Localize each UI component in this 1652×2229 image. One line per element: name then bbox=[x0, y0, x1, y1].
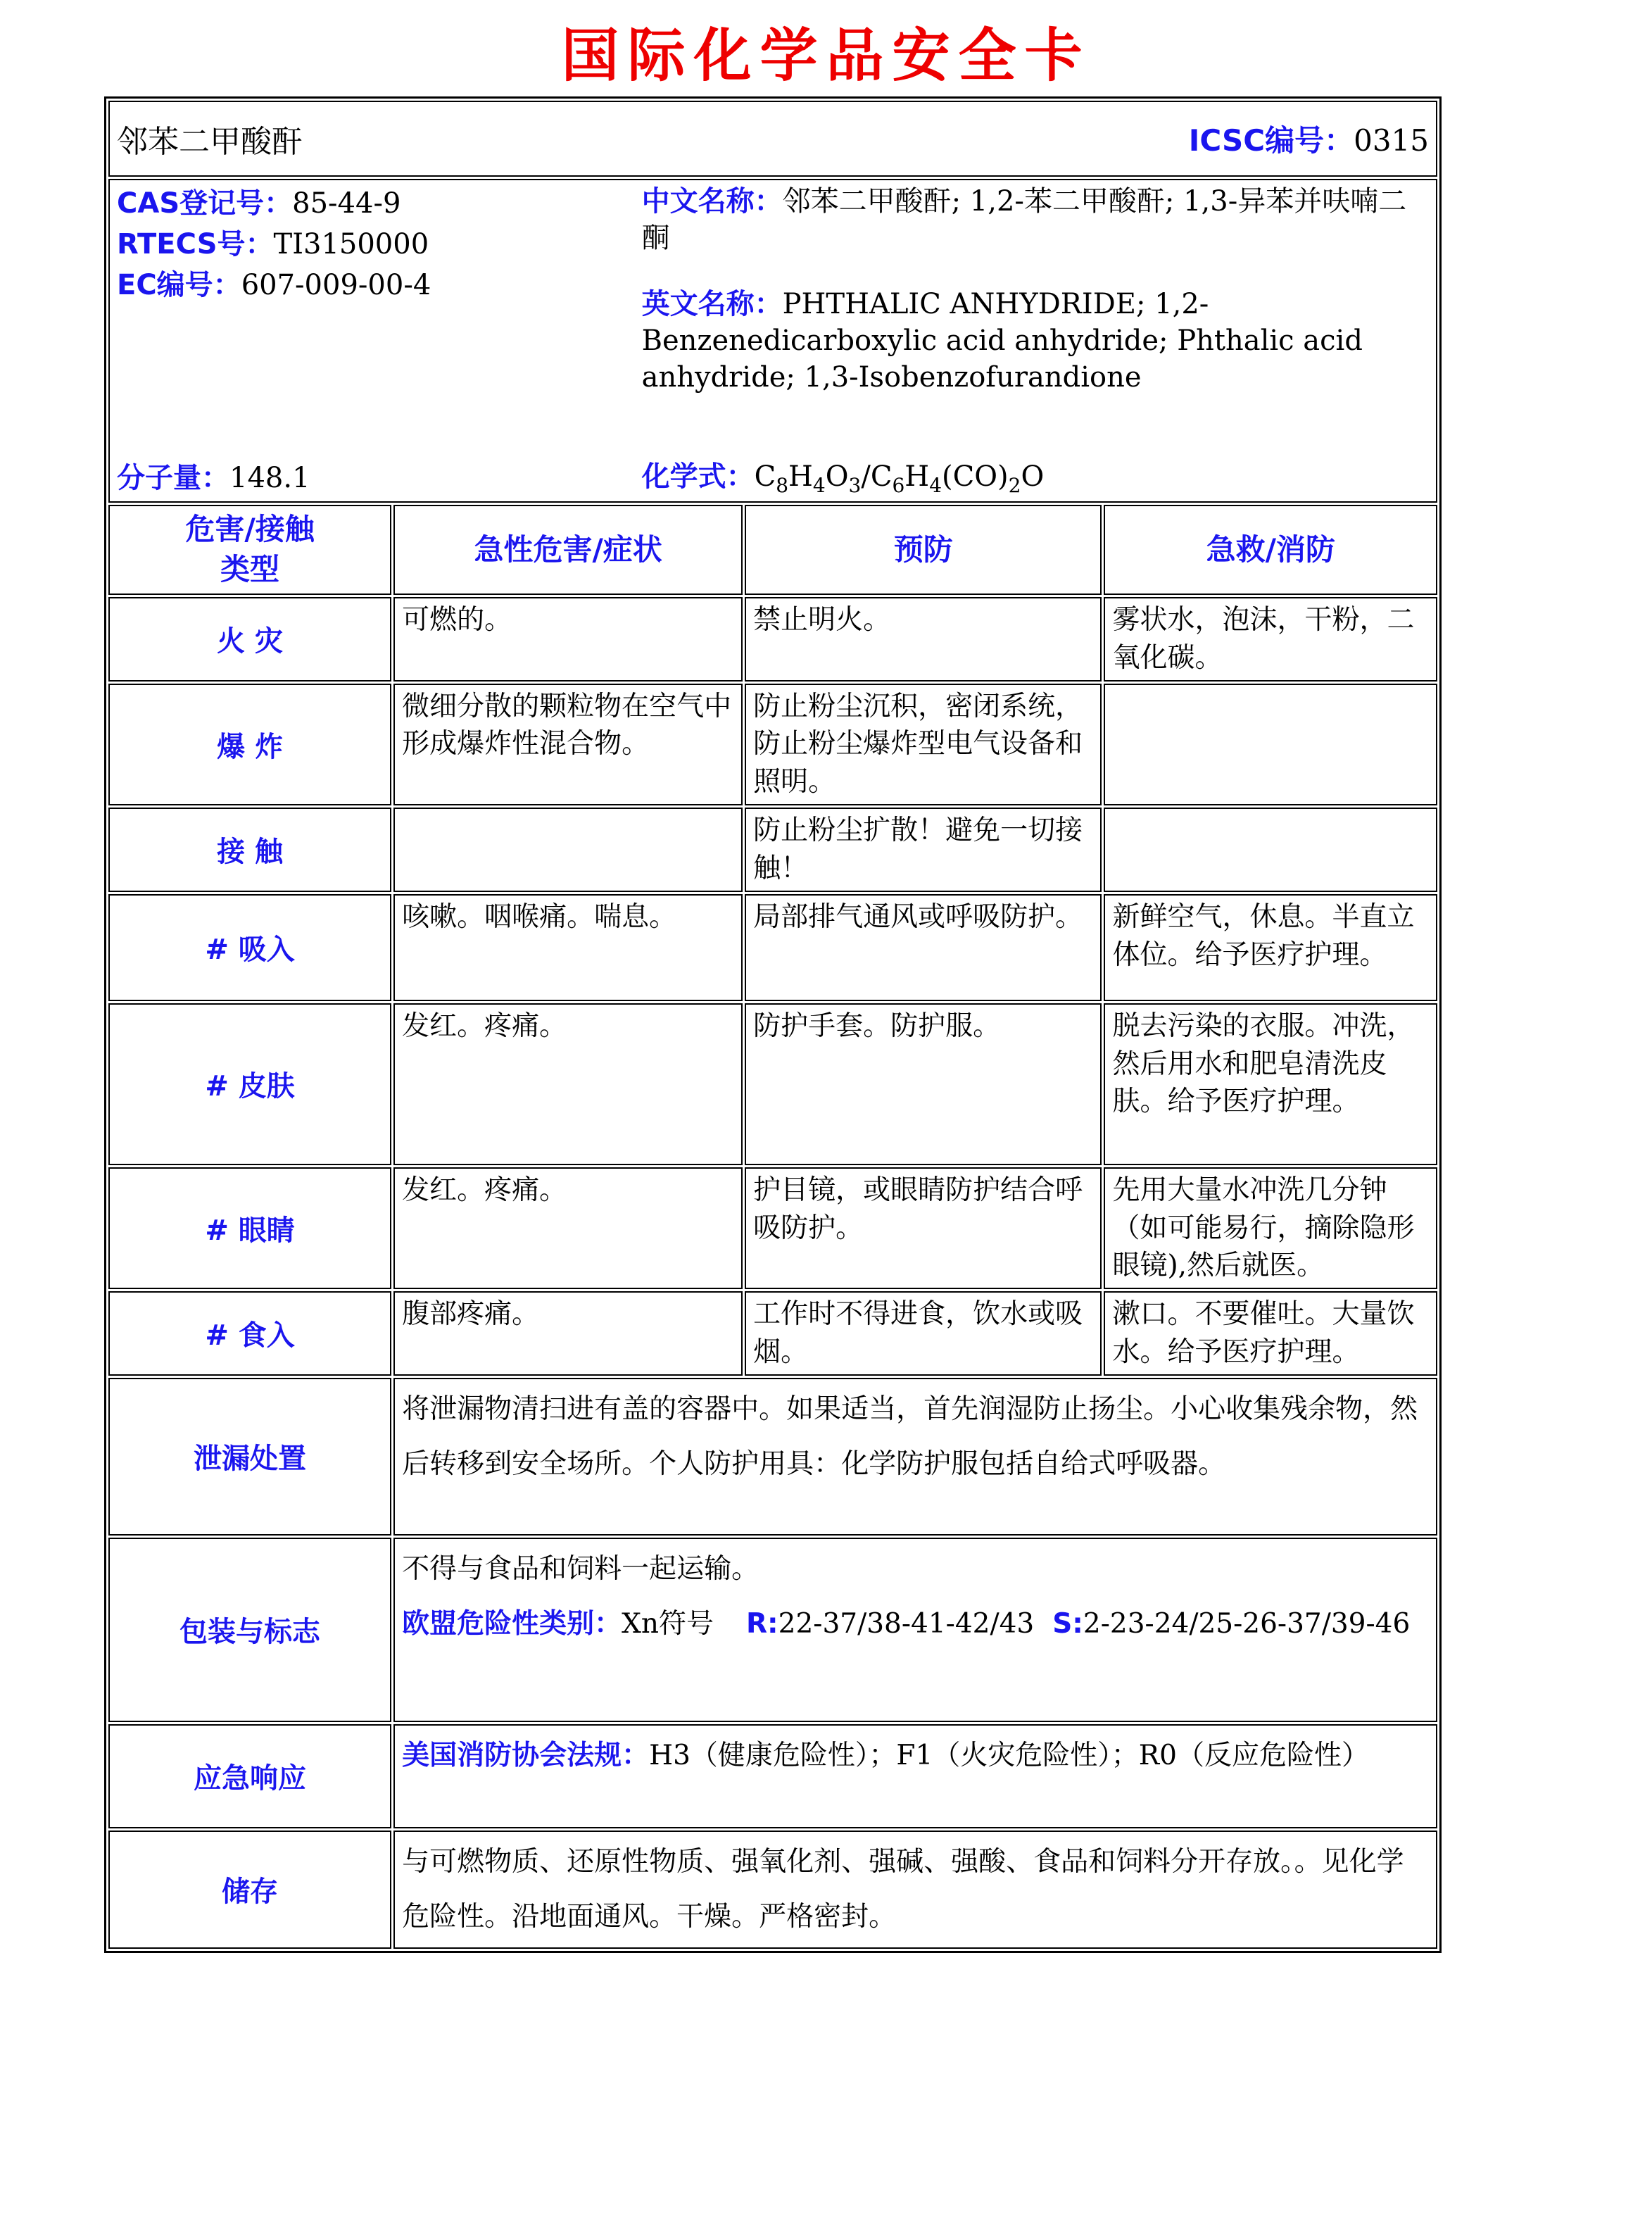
response-cell: 雾状水，泡沫，干粉，二氧化碳。 bbox=[1104, 597, 1437, 682]
table-row-explosion bbox=[108, 684, 1437, 805]
molecular-weight bbox=[117, 458, 642, 498]
registry-numbers bbox=[117, 183, 642, 498]
ec-number bbox=[117, 265, 642, 306]
icsc-page bbox=[0, 10, 1652, 1953]
hazard-type-label: # 皮肤 bbox=[108, 1003, 391, 1165]
table-row-ingestion bbox=[108, 1291, 1437, 1376]
cas-number bbox=[117, 183, 642, 224]
storage-content: 与可燃物质、还原性物质、强氧化剂、强碱、强酸、食品和饲料分开存放。。见化学危险性。沿地面通风。干燥。严格密封。 bbox=[393, 1831, 1437, 1949]
table-row-inhalation bbox=[108, 894, 1437, 1001]
mw-value: 148.1 bbox=[229, 462, 310, 494]
r-phrases-label: R: bbox=[746, 1607, 778, 1640]
hazard-type-label: # 眼睛 bbox=[108, 1167, 391, 1289]
symptoms-cell: 腹部疼痛。 bbox=[393, 1291, 743, 1376]
cas-label: CAS登记号： bbox=[117, 187, 293, 220]
name-cell bbox=[108, 101, 1437, 177]
prevention-cell: 防止粉尘扩散！避免一切接触！ bbox=[745, 808, 1102, 892]
hazard-type-label: 爆 炸 bbox=[108, 684, 391, 805]
s-phrases-value: 2-23-24/25-26-37/39-46 bbox=[1083, 1607, 1411, 1640]
symptoms-cell: 微细分散的颗粒物在空气中形成爆炸性混合物。 bbox=[393, 684, 743, 805]
hazard-type-label: 火 灾 bbox=[108, 597, 391, 682]
response-cell: 新鲜空气，休息。半直立体位。给予医疗护理。 bbox=[1104, 894, 1437, 1001]
rtecs-number bbox=[117, 224, 642, 265]
title-row bbox=[108, 101, 1437, 177]
prevention-cell: 禁止明火。 bbox=[745, 597, 1102, 682]
page-title: 国际化学品安全卡 bbox=[561, 23, 1091, 89]
ec-value: 607-009-00-4 bbox=[241, 269, 431, 301]
response-cell bbox=[1104, 808, 1437, 892]
prevention-cell: 护目镜，或眼睛防护结合呼吸防护。 bbox=[745, 1167, 1102, 1289]
nfpa-value: H3（健康危险性）；F1（火灾危险性）；R0（反应危险性） bbox=[649, 1739, 1369, 1771]
formula-label: 化学式： bbox=[641, 460, 755, 493]
table-row-eyes bbox=[108, 1167, 1437, 1289]
table-row-fire bbox=[108, 597, 1437, 682]
icsc-label: ICSC编号： bbox=[1188, 123, 1354, 158]
s-phrases-label: S: bbox=[1052, 1607, 1083, 1640]
chemical-formula bbox=[642, 458, 1429, 498]
spill-content: 将泄漏物清扫进有盖的容器中。如果适当，首先润湿防止扬尘。小心收集残余物，然后转移到安全场所。个人防护用具：化学防护服包括自给式呼吸器。 bbox=[393, 1378, 1437, 1536]
table-row-storage bbox=[108, 1831, 1437, 1949]
header-prevention: 预防 bbox=[745, 505, 1102, 595]
ec-label: EC编号： bbox=[117, 269, 241, 301]
icsc-value: 0315 bbox=[1354, 123, 1429, 158]
en-value: PHTHALIC ANHYDRIDE; 1,2-Benzenedicarboxylic acid anhydride; Phthalic acid anhydride; 1,3-Isobenzofurandione bbox=[641, 288, 1363, 394]
header-hazard-type: 危害/接触 类型 bbox=[108, 505, 391, 595]
symptoms-cell: 咳嗽。咽喉痛。喘息。 bbox=[393, 894, 743, 1001]
packaging-transport-note: 不得与食品和饲料一起运输。 bbox=[402, 1552, 759, 1585]
table-row-spill bbox=[108, 1378, 1437, 1536]
identifiers-cell bbox=[108, 179, 1437, 503]
icsc-number bbox=[1189, 118, 1429, 160]
nfpa-label: 美国消防协会法规： bbox=[402, 1739, 650, 1771]
hazard-type-label: 接 触 bbox=[108, 808, 391, 892]
response-cell: 漱口。不要催吐。大量饮水。给予医疗护理。 bbox=[1104, 1291, 1437, 1376]
section-label-storage: 储存 bbox=[108, 1831, 391, 1949]
header-symptoms: 急性危害/症状 bbox=[393, 505, 743, 595]
packaging-content bbox=[393, 1538, 1437, 1722]
symptoms-cell: 发红。疼痛。 bbox=[393, 1167, 743, 1289]
cn-label: 中文名称： bbox=[641, 185, 783, 218]
header-response: 急救/消防 bbox=[1104, 505, 1437, 595]
section-label-packaging: 包装与标志 bbox=[108, 1538, 391, 1722]
section-label-spill: 泄漏处置 bbox=[108, 1378, 391, 1536]
en-label: 英文名称： bbox=[641, 288, 783, 320]
section-label-emergency: 应急响应 bbox=[108, 1724, 391, 1828]
eu-class-value: Xn符号 bbox=[622, 1607, 714, 1640]
symptoms-cell: 可燃的。 bbox=[393, 597, 743, 682]
chemical-name: 邻苯二甲酸酐 bbox=[117, 124, 303, 160]
table-row-packaging bbox=[108, 1538, 1437, 1722]
symptoms-cell bbox=[393, 808, 743, 892]
response-cell bbox=[1104, 684, 1437, 805]
emergency-content bbox=[393, 1724, 1437, 1828]
symptoms-cell: 发红。疼痛。 bbox=[393, 1003, 743, 1165]
chemical-names bbox=[642, 183, 1429, 498]
prevention-cell: 工作时不得进食，饮水或吸烟。 bbox=[745, 1291, 1102, 1376]
r-phrases-value: 22-37/38-41-42/43 bbox=[778, 1607, 1035, 1640]
rtecs-label: RTECS号： bbox=[117, 228, 274, 260]
english-name bbox=[642, 286, 1429, 396]
eu-class-label: 欧盟危险性类别： bbox=[402, 1607, 622, 1640]
chinese-name bbox=[642, 183, 1429, 256]
table-row-contact bbox=[108, 808, 1437, 892]
eu-classification bbox=[402, 1597, 1429, 1652]
mw-label: 分子量： bbox=[117, 462, 229, 494]
response-cell: 脱去污染的衣服。冲洗，然后用水和肥皂清洗皮肤。给予医疗护理。 bbox=[1104, 1003, 1437, 1165]
table-row-emergency bbox=[108, 1724, 1437, 1828]
hazard-type-label: # 食入 bbox=[108, 1291, 391, 1376]
cas-value: 85-44-9 bbox=[292, 187, 401, 220]
safety-card-table bbox=[104, 96, 1442, 1953]
table-row-skin bbox=[108, 1003, 1437, 1165]
header-row bbox=[108, 505, 1437, 595]
hazard-type-label: # 吸入 bbox=[108, 894, 391, 1001]
rtecs-value: TI3150000 bbox=[273, 228, 429, 260]
prevention-cell: 局部排气通风或呼吸防护。 bbox=[745, 894, 1102, 1001]
prevention-cell: 防护手套。防护服。 bbox=[745, 1003, 1102, 1165]
response-cell: 先用大量水冲洗几分钟（如可能易行，摘除隐形眼镜),然后就医。 bbox=[1104, 1167, 1437, 1289]
formula-value: $C_8H_4O_3/C_6H_4(CO)_2O$ bbox=[754, 460, 1045, 497]
cn-value: 邻苯二甲酸酐; 1,2-苯二甲酸酐; 1,3-异苯并呋喃二酮 bbox=[641, 185, 1407, 254]
prevention-cell: 防止粉尘沉积，密闭系统，防止粉尘爆炸型电气设备和照明。 bbox=[745, 684, 1102, 805]
identifiers-row bbox=[108, 179, 1437, 503]
